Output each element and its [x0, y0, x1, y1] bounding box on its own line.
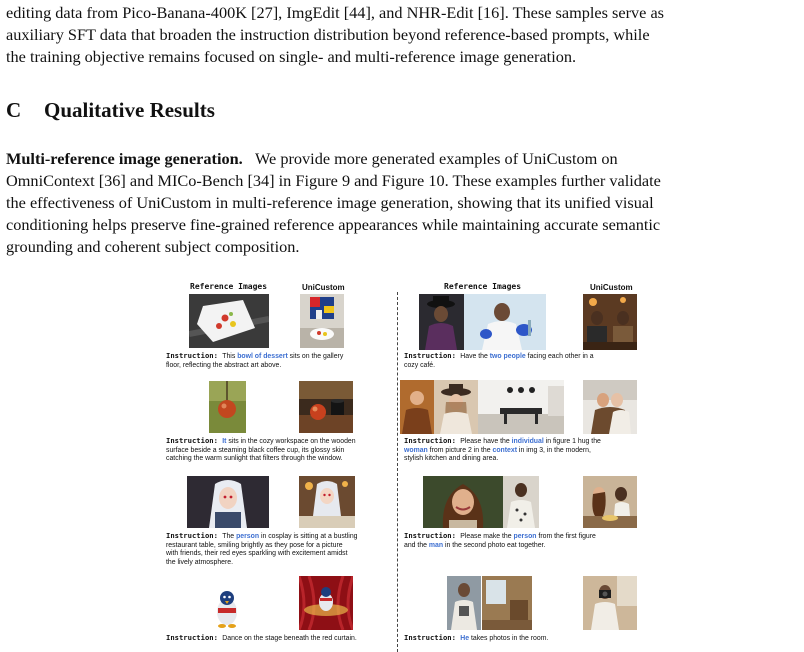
right-instruction-3: [404, 532, 654, 550]
instruction-text: This: [222, 353, 238, 360]
instruction-text: surface beside a steaming black coffee cup, its glossy skin: [166, 446, 345, 454]
instruction-line: [166, 542, 396, 551]
man-2-image: [503, 476, 539, 528]
body-line-3: the effectiveness of UniCustom in multi-reference image generation, showing that its unified visual: [6, 193, 654, 212]
left-instruction-2: [166, 437, 396, 464]
instruction-text: cozy café.: [404, 361, 436, 369]
instruction-text: in img 3, in the modern,: [517, 446, 591, 454]
highlighted-term: He: [460, 635, 470, 642]
kitchen-image: [478, 380, 564, 434]
right-output-header: UniCustom: [590, 283, 633, 292]
body-line-5: grounding and coherent subject composition.: [6, 237, 300, 256]
instruction-text: from picture 2 in the: [427, 446, 493, 454]
instruction-text: in the second photo eat together.: [443, 541, 546, 549]
highlighted-term: two people: [489, 353, 526, 360]
instruction-line: [166, 634, 396, 644]
body-line-1: [6, 148, 798, 170]
instruction-text: sits in the cozy workspace on the wooden: [226, 438, 356, 445]
photographer-image: [583, 576, 637, 630]
instruction-line: [166, 437, 396, 447]
instruction-line: [166, 559, 396, 568]
woman-smile-image: [423, 476, 503, 528]
highlighted-term: bowl of dessert: [237, 353, 288, 360]
person-1-image: [400, 380, 434, 434]
instruction-text: with friends, their red eyes sparkling with excitement amidst: [166, 550, 348, 558]
instruction-label: Instruction:: [166, 633, 223, 642]
instruction-text: floor, reflecting the abstract art above.: [166, 361, 282, 369]
instruction-line: [404, 447, 654, 456]
instruction-line: [166, 352, 396, 362]
highlighted-term: person: [236, 533, 260, 540]
instruction-line: [404, 362, 654, 371]
intro-line-1: editing data from Pico-Banana-400K [27], ImgEdit [44], and NHR-Edit [16]. These samples serve as: [6, 3, 665, 22]
dessert-plate-image: [189, 294, 269, 348]
instruction-text: in figure 1 hug the: [543, 438, 601, 445]
instruction-label: Instruction:: [404, 436, 461, 445]
instruction-label: Instruction:: [404, 351, 461, 360]
instruction-line: [166, 362, 396, 371]
highlighted-term: man: [428, 541, 444, 549]
instruction-label: Instruction:: [166, 351, 223, 360]
intro-line-2: auxiliary SFT data that broaden the instruction distribution beyond reference-based prompts, while: [6, 25, 650, 44]
highlighted-term: woman: [404, 446, 428, 454]
instruction-text: Please have the: [460, 438, 512, 445]
instruction-text: catching the warm sunlight that filters through the window.: [166, 455, 343, 463]
left-instruction-1: [166, 352, 396, 370]
instruction-label: Instruction:: [166, 531, 223, 540]
body-line-1-text: We provide more generated examples of UniCustom on: [254, 149, 618, 168]
section-heading: [6, 98, 215, 123]
instruction-text: in cosplay is sitting at a bustling: [259, 533, 358, 540]
instruction-text: stylish kitchen and dining area.: [404, 455, 499, 463]
cafe-pair-image: [583, 294, 637, 350]
intro-paragraph: [6, 2, 798, 68]
instruction-line: [166, 532, 396, 542]
room-image: [482, 576, 532, 630]
instruction-label: Instruction:: [404, 633, 461, 642]
instruction-text: facing each other in a: [525, 353, 594, 360]
cosplay-restaurant-image: [299, 476, 355, 528]
hug-image: [583, 380, 637, 434]
woman-hat-image: [434, 380, 478, 434]
instruction-text: from the first figure: [536, 533, 596, 540]
scientist-image: [464, 294, 546, 350]
right-instruction-4: [404, 634, 654, 644]
column-divider: [397, 292, 398, 652]
instruction-text: The: [222, 533, 237, 540]
instruction-text: Dance on the stage beneath the red curtain.: [222, 635, 357, 642]
instruction-text: takes photos in the room.: [469, 635, 549, 642]
man-hat-image: [419, 294, 464, 350]
left-reference-header: Reference Images: [190, 282, 268, 291]
highlighted-term: It: [222, 438, 227, 445]
instruction-text: the lively atmosphere.: [166, 558, 234, 566]
instruction-label: Instruction:: [166, 436, 223, 445]
instruction-text: restaurant table, smiling brightly as they pose for a picture: [166, 541, 343, 549]
right-instruction-1: [404, 352, 654, 370]
penguin-stage-image: [299, 576, 353, 630]
instruction-text: Please make the: [460, 533, 514, 540]
instruction-line: [404, 532, 654, 542]
instruction-text: Have the: [460, 353, 490, 360]
instruction-label: Instruction:: [404, 531, 461, 540]
cosplay-image: [187, 476, 269, 528]
instruction-line: [404, 437, 654, 447]
apple-image: [209, 381, 246, 433]
left-instruction-3: [166, 532, 396, 567]
highlighted-term: context: [492, 446, 517, 454]
run-in-heading: Multi-reference image generation.: [6, 149, 243, 168]
qualitative-figure: [0, 280, 804, 652]
left-output-header: UniCustom: [302, 283, 345, 292]
intro-line-3: the training objective remains focused on single- and multi-reference image generation.: [6, 47, 577, 66]
eat-together-image: [583, 476, 637, 528]
left-instruction-4: [166, 634, 396, 644]
instruction-line: [166, 550, 396, 559]
body-paragraph: [6, 148, 798, 258]
highlighted-term: individual: [511, 438, 544, 445]
section-title: Qualitative Results: [44, 98, 215, 122]
instruction-line: [404, 455, 654, 464]
penguin-image: [212, 584, 242, 632]
right-instruction-2: [404, 437, 654, 464]
dessert-gallery-image: [300, 294, 344, 348]
body-line-2: OmniContext [36] and MICo-Bench [34] in Figure 9 and Figure 10. These examples further validate: [6, 171, 661, 190]
right-reference-header: Reference Images: [444, 282, 522, 291]
body-line-4: conditioning helps preserve fine-grained reference appearances while maintaining accurate semantic: [6, 215, 661, 234]
section-number: C: [6, 98, 22, 122]
instruction-line: [404, 634, 654, 644]
instruction-text: sits on the gallery: [287, 353, 344, 360]
instruction-text: and the: [404, 541, 429, 549]
instruction-line: [404, 352, 654, 362]
instruction-line: [166, 455, 396, 464]
apple-workspace-image: [299, 381, 353, 433]
instruction-line: [404, 542, 654, 551]
highlighted-term: person: [513, 533, 537, 540]
man-photo-image: [447, 576, 481, 630]
instruction-line: [166, 447, 396, 456]
